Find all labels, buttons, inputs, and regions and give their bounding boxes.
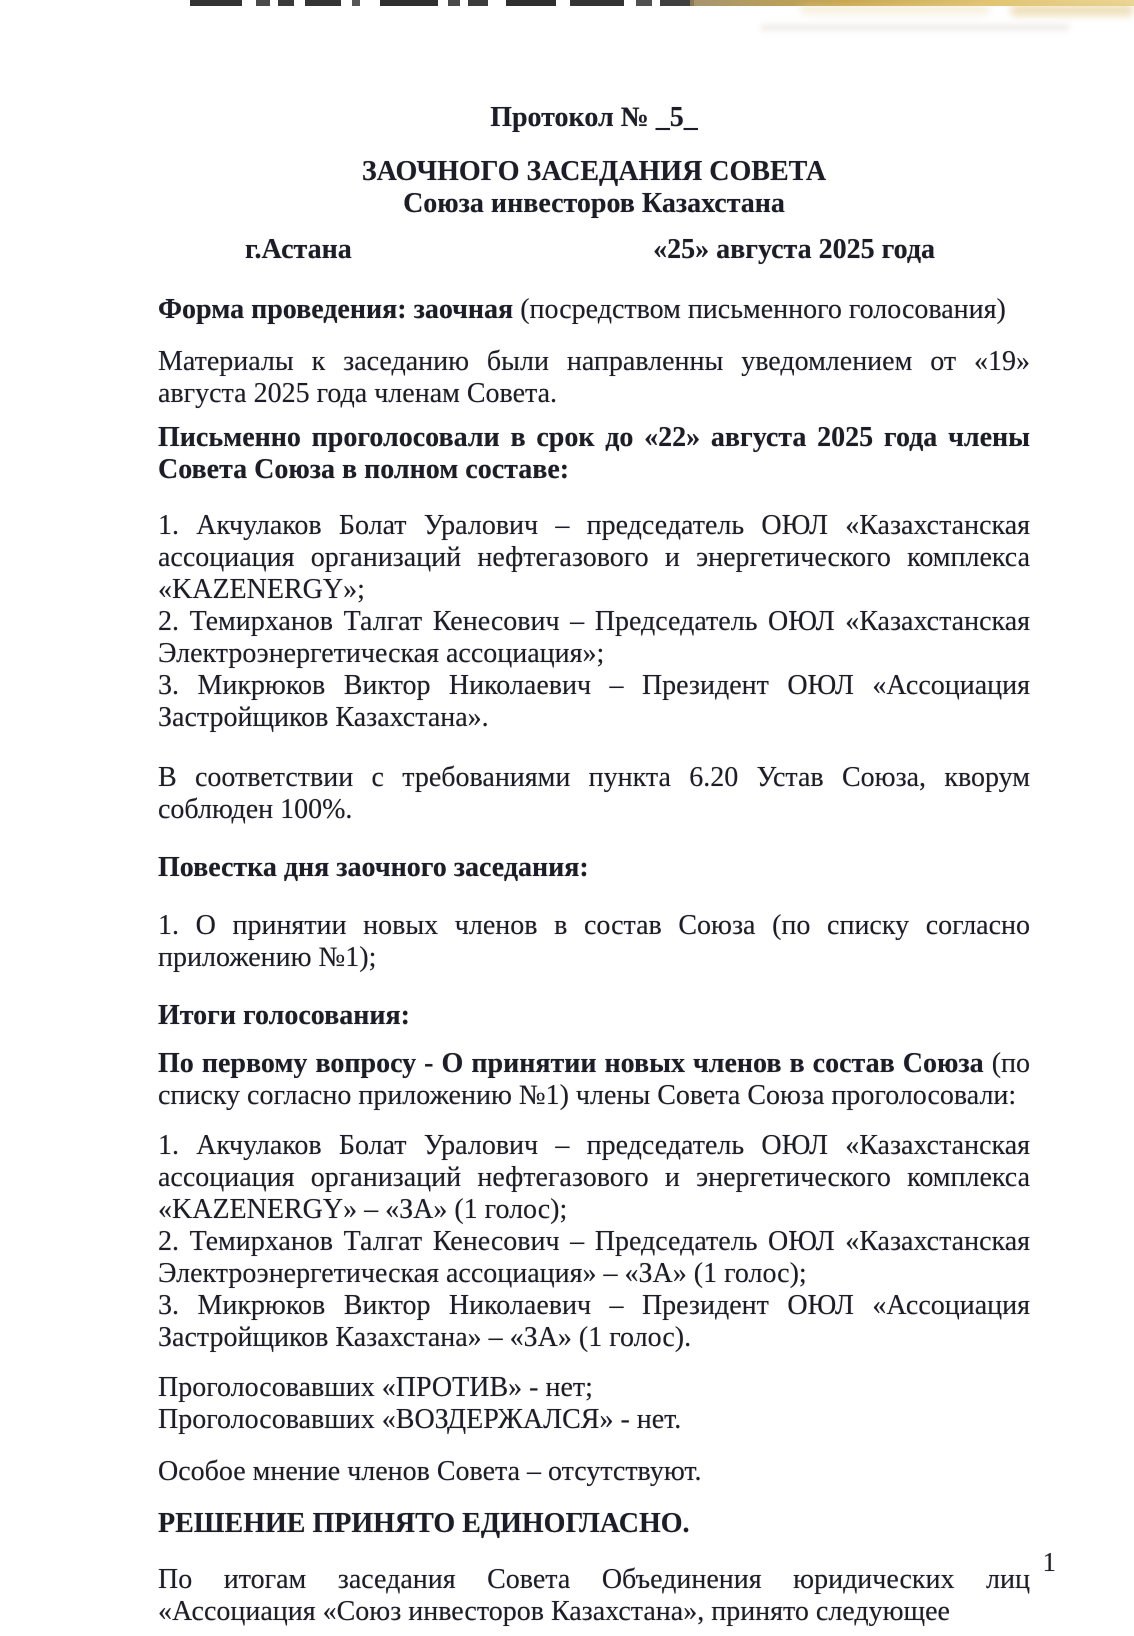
dissenting-opinion-line: Особое мнение членов Совета – отсутствуют.: [158, 1456, 702, 1487]
against-count-line: Проголосовавших «ПРОТИВ» - нет;: [158, 1372, 593, 1403]
vote-item: 2. Темирханов Талгат Кенесович – Председатель ОЮЛ «Казахстанская Электроэнергетическая ассоциация» – «ЗА» (1 голос);: [158, 1226, 1030, 1289]
agenda-item: 1. О принятии новых членов в состав Союза (по списку согласно приложению №1);: [158, 910, 1030, 973]
vote-item: 1. Акчулаков Болат Уралович – председатель ОЮЛ «Казахстанская ассоциация организаций нефтегазового и энергетического комплекса «KAZENERGY» – «ЗА» (1 голос);: [158, 1130, 1030, 1225]
council-members-list: [158, 510, 1030, 734]
question-bold-part: По первому вопросу - О принятии новых членов в состав Союза: [158, 1048, 984, 1079]
city-label: г.Астана: [245, 234, 352, 265]
votes-list: [158, 1130, 1030, 1354]
results-header: Итоги голосования:: [158, 1000, 410, 1031]
protocol-title: Протокол № _5_: [490, 102, 698, 133]
outcome-paragraph: По итогам заседания Совета Объединения юридических лиц «Ассоциация «Союз инвесторов Казахстана», принято следующее: [158, 1564, 1030, 1627]
form-of-meeting-note: (посредством письменного голосования): [513, 294, 1006, 325]
voted-intro-paragraph: Письменно проголосовали в срок до «22» августа 2025 года члены Совета Союза в полном составе:: [158, 422, 1030, 485]
place-date-row: [158, 234, 1030, 266]
date-label: «25» августа 2025 года: [653, 234, 935, 265]
question-regular-part: (по списку согласно приложению №1) члены Совета Союза проголосовали:: [158, 1048, 1031, 1111]
council-member-item: 1. Акчулаков Болат Уралович – председатель ОЮЛ «Казахстанская ассоциация организаций нефтегазового и энергетического комплекса «KAZENERGY»;: [158, 510, 1030, 605]
quorum-paragraph: В соответствии с требованиями пункта 6.20 Устав Союза, кворум соблюден 100%.: [158, 762, 1030, 825]
decision-statement: РЕШЕНИЕ ПРИНЯТО ЕДИНОГЛАСНО.: [158, 1508, 690, 1539]
meeting-title: ЗАОЧНОГО ЗАСЕДАНИЯ СОВЕТА: [361, 156, 827, 187]
council-member-item: 3. Микрюков Виктор Николаевич – Президент ОЮЛ «Ассоциация Застройщиков Казахстана».: [158, 670, 1030, 733]
abstained-count-line: Проголосовавших «ВОЗДЕРЖАЛСЯ» - нет.: [158, 1404, 682, 1435]
page-number: 1: [1042, 1547, 1056, 1577]
vote-item: 3. Микрюков Виктор Николаевич – Президент ОЮЛ «Ассоциация Застройщиков Казахстана» – «ЗА» (1 голос).: [158, 1290, 1030, 1353]
materials-paragraph: Материалы к заседанию были направленны уведомлением от «19» августа 2025 года членам Совета.: [158, 346, 1030, 409]
agenda-header: Повестка дня заочного заседания:: [158, 852, 589, 883]
council-member-item: 2. Темирханов Талгат Кенесович – Председатель ОЮЛ «Казахстанская Электроэнергетическая ассоциация»;: [158, 606, 1030, 669]
question-paragraph: [158, 1048, 1030, 1112]
organization-name: Союза инвесторов Казахстана: [403, 188, 785, 219]
form-of-meeting: [158, 294, 1030, 326]
form-of-meeting-label: Форма проведения: заочная: [158, 294, 514, 325]
